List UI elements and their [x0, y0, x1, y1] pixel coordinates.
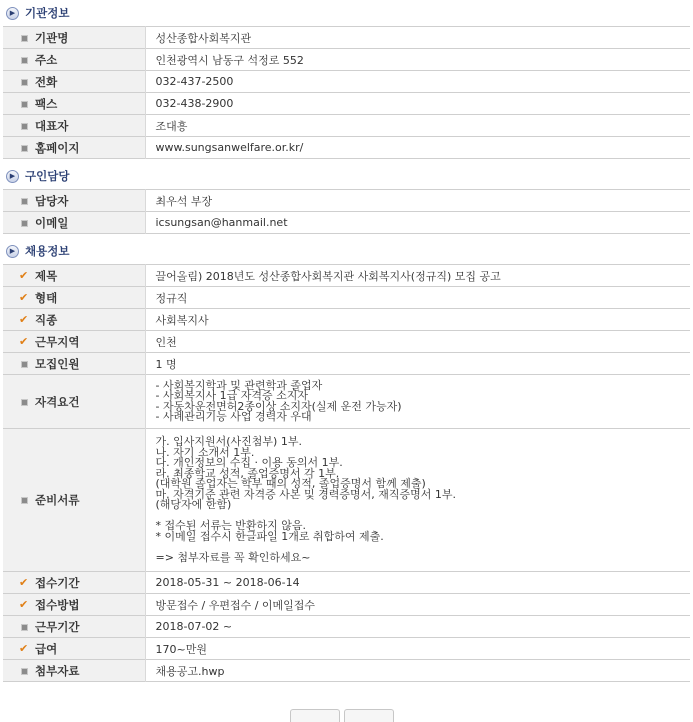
table-row [3, 265, 690, 287]
list-item: (대학원 졸업자는 학부 때의 성적, 졸업증명서 함께 제출) [155, 477, 426, 490]
square-bullet-icon [21, 624, 28, 631]
agency-info-table [3, 26, 690, 159]
row-label: 직종 [35, 312, 58, 327]
section-header-agency [0, 0, 693, 26]
job-salary-value: 170~만원 [155, 642, 207, 656]
check-icon: ✔ [19, 641, 29, 655]
table-row [3, 49, 690, 71]
table-row [3, 616, 690, 638]
table-row [3, 212, 690, 234]
table-row [3, 287, 690, 309]
row-label: 담당자 [35, 193, 69, 208]
row-label: 근무기간 [35, 619, 80, 634]
row-label: 홈페이지 [35, 140, 80, 155]
job-title-value: 끌어올림) 2018년도 성산종합사회복지관 사회복지사(정규직) 모집 공고 [155, 269, 501, 283]
square-bullet-icon [21, 361, 28, 368]
chevron-right-circle-icon: ▶ [6, 245, 19, 258]
row-label: 급여 [35, 641, 58, 656]
square-bullet-icon [21, 123, 28, 130]
table-row [3, 353, 690, 375]
list-item: (해당자에 한함) [155, 498, 232, 511]
list-item: - 사례관리기능 사업 경력자 우대 [155, 410, 312, 423]
table-row [3, 309, 690, 331]
table-row [3, 660, 690, 682]
job-documents-value [145, 429, 690, 572]
agency-address-value: 인천광역시 남동구 석정로 552 [155, 53, 304, 67]
table-row [3, 331, 690, 353]
contact-person-value: 최우석 부장 [155, 194, 213, 208]
square-bullet-icon [21, 497, 28, 504]
table-row [3, 572, 690, 594]
agency-fax-value: 032-438-2900 [155, 97, 234, 110]
table-row [3, 137, 690, 159]
job-attachment-value: 채용공고.hwp [155, 664, 225, 678]
table-row [3, 638, 690, 660]
square-bullet-icon [21, 79, 28, 86]
section-title-job: 채용정보 [25, 244, 70, 258]
square-bullet-icon [21, 101, 28, 108]
section-header-contact [0, 163, 693, 189]
job-qualifications-value [145, 375, 690, 429]
agency-representative-value: 조대흥 [155, 119, 188, 133]
check-icon: ✔ [19, 268, 29, 282]
row-label: 근무지역 [35, 334, 80, 349]
section-header-job [0, 238, 693, 264]
row-label: 모집인원 [35, 356, 80, 371]
row-label: 팩스 [35, 96, 58, 111]
square-bullet-icon [21, 35, 28, 42]
job-type-value: 정규직 [155, 291, 188, 305]
square-bullet-icon [21, 668, 28, 675]
job-work-period-value: 2018-07-02 ~ [155, 620, 233, 633]
check-icon: ✔ [19, 575, 29, 589]
square-bullet-icon [21, 220, 28, 227]
section-title-agency: 기관정보 [25, 6, 70, 20]
job-headcount-value: 1 명 [155, 357, 177, 371]
list-item: => 첨부자료를 꼭 확인하세요~ [155, 550, 311, 564]
list-item: * 이메일 접수시 한글파일 1개로 취합하여 제출. [155, 529, 384, 543]
agency-name-value: 성산종합사회복지관 [155, 31, 252, 45]
contact-email-value: icsungsan@hanmail.net [155, 216, 288, 229]
table-row [3, 71, 690, 93]
contact-info-table [3, 189, 690, 234]
list-item: - 사회복지사 1급 자격증 소지자 [155, 389, 308, 402]
square-bullet-icon [21, 198, 28, 205]
list-item: 다. 개인정보의 수집 · 이용 동의서 1부. [155, 456, 343, 469]
table-row [3, 115, 690, 137]
section-title-contact: 구인담당 [25, 169, 70, 183]
table-row [3, 190, 690, 212]
row-label: 첨부자료 [35, 663, 80, 678]
table-row [3, 375, 690, 429]
list-item: - 자동차운전면허2종이상 소지자(실제 운전 가능자) [155, 399, 402, 413]
square-bullet-icon [21, 399, 28, 406]
check-icon: ✔ [19, 290, 29, 304]
row-label: 접수기간 [35, 575, 80, 590]
square-bullet-icon [21, 145, 28, 152]
agency-homepage-value: www.sungsanwelfare.or.kr/ [155, 141, 304, 154]
row-label: 준비서류 [35, 493, 80, 507]
job-application-period-value: 2018-05-31 ~ 2018-06-14 [155, 576, 300, 589]
row-label: 제목 [35, 268, 58, 283]
row-label: 이메일 [35, 215, 69, 230]
table-row [3, 93, 690, 115]
table-row [3, 429, 690, 572]
list-item: 나. 자기 소개서 1부. [155, 445, 255, 459]
square-bullet-icon [21, 57, 28, 64]
list-item: 마. 자격기준 관련 자격증 사본 및 경력증명서, 재직증명서 1부. [155, 487, 456, 501]
table-row [3, 594, 690, 616]
agency-phone-value: 032-437-2500 [155, 75, 234, 88]
list-item: * 접수된 서류는 반환하지 않음. [155, 519, 306, 532]
job-info-table [3, 264, 690, 682]
row-label: 대표자 [35, 118, 69, 133]
list-item: 가. 입사지원서(사진첨부) 1부. [155, 435, 302, 448]
check-icon: ✔ [19, 597, 29, 611]
row-label: 자격요건 [35, 394, 80, 409]
chevron-right-circle-icon: ▶ [6, 170, 19, 183]
row-label: 주소 [35, 52, 58, 67]
job-application-method-value: 방문접수 / 우편접수 / 이메일접수 [155, 598, 316, 612]
job-location-value: 인천 [155, 335, 177, 349]
check-icon: ✔ [19, 334, 29, 348]
row-label: 기관명 [35, 30, 69, 45]
job-category-value: 사회복지사 [155, 313, 209, 327]
table-row [3, 27, 690, 49]
list-item: - 사회복지학과 및 관련학과 졸업자 [155, 378, 323, 392]
row-label: 접수방법 [35, 597, 80, 612]
list-item: 라. 최종학교 성적, 졸업증명서 각 1부. [155, 466, 340, 480]
check-icon: ✔ [19, 312, 29, 326]
row-label: 전화 [35, 74, 58, 89]
chevron-right-circle-icon: ▶ [6, 7, 19, 20]
row-label: 형태 [35, 290, 58, 305]
